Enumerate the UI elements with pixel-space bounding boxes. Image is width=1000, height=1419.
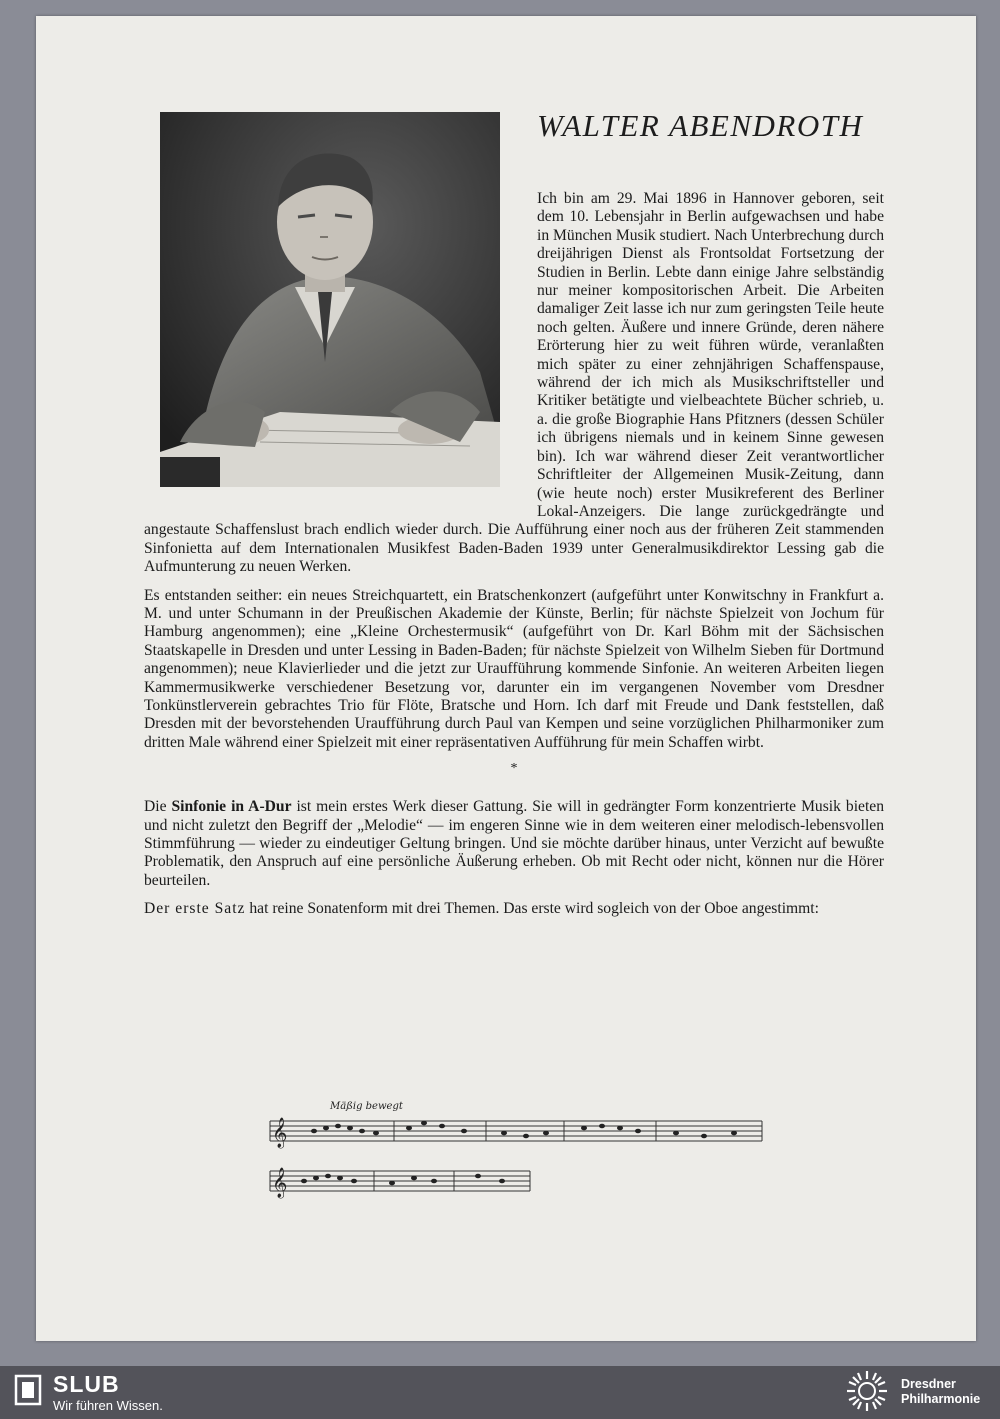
works-paragraph: Es entstanden seither: ein neues Streichquartett, ein Bratschenkonzert (aufgeführt unter Konwitschny in Frankfurt a. M. und unter Schumann in der Preußischen Akademie der Künste, Berlin; für nächste Spielzeit von Jochum für Hamburg angenommen); eine „Kleine Orchestermusik“ (aufgeführt von Dr. Karl Böhm mit der Sächsischen Staatskapelle in Dresden und unter Lessing in Baden-Baden; für nächste Spielzeit von Wilhelm Sieben für Dortmund angenommen); neue Klavierlieder und die jetzt zur Uraufführung kommende Sinfonie. An weiteren Arbeiten liegen Kammermusikwerke verschiedener Besetzung vor, darunter ein im vergangenen November vom Dresdner Tonkünstlerverein gebrachtes Trio für Flöte, Bratsche und Horn. Ich darf mit Freude und Dank feststellen, daß Dresden mit der bevorstehenden Uraufführung durch Paul van Kempen und seine vorzüglichen Philharmoniker zum dritten Male während einer Spielzeit mit einer repräsentativen Aufführung für mein Schaffen wirbt. (144, 586, 884, 751)
dresdner-philharmonie-logo-icon[interactable] (845, 1369, 889, 1413)
first-movement-paragraph (144, 900, 884, 918)
article-body (144, 190, 884, 929)
music-example (264, 1095, 764, 1205)
staff-1 (270, 1121, 762, 1141)
slub-logo-icon[interactable] (14, 1374, 42, 1406)
svg-text:𝄞: 𝄞 (272, 1118, 288, 1148)
photo-wrap-spacer (144, 190, 537, 508)
footer-bar (0, 1366, 1000, 1419)
symphony-text: ist mein erstes Werk dieser Gattung. Sie will in gedrängter Form konzentrierte Musik bieten und nicht zuletzt den Begriff der „Melodie“ — im engeren Sinne wie in dem weiteren einer melodisch-lebensvollen Stimmführung — wieder zu eindeutiger Geltung bringen. Und sie möchte darüber hinaus, unter Verzicht auf bewußte Problematik, den Anspruch auf eine persönliche Äußerung erheben. Ob mit Recht oder nicht, können nur die Hörer beurteilen. (144, 798, 884, 889)
first-movement-label: Der erste Satz (144, 900, 246, 918)
partner-name-line2: Philharmonie (901, 1392, 981, 1406)
music-staff-image (264, 1095, 764, 1205)
library-tagline: Wir führen Wissen. (53, 1398, 163, 1413)
library-name[interactable]: SLUB (53, 1371, 120, 1397)
symphony-paragraph (144, 798, 884, 890)
biography-paragraph: Ich bin am 29. Mai 1896 in Hannover geboren, seit dem 10. Lebensjahr in Berlin aufgewachsen und habe in München Musik studiert. Nach Unterbrechung durch dreijährigen Dienst als Frontsoldat Fortsetzung der Studien in Berlin. Lebte dann einige Jahre selbständig nur meiner kompositorischen Arbeit. Die Arbeiten damaliger Zeit lasse ich nur zum geringsten Teile heute noch gelten. Äußere und innere Gründe, deren nähere Erörterung hier zu weit führen würde, veranlaßten mich später zu einer zehnjährigen Schaffenspause, während der ich mich als Musikschriftsteller und Kritiker betätigte und vielbeachtete Bücher schrieb, u. a. die große Biographie Hans Pfitzners (dessen Schüler ich übrigens niemals und in keinem Sinne gewesen bin). Ich war während dieser Zeit verantwortlicher Schriftleiter der Allgemeinen Musik-Zeitung, dann (wie heute noch) erster Musikreferent des Berliner Lokal-Anzeigers. Die lange zurückgedrängte und angestaute Schaffenslust brach endlich wieder durch. Die Aufführung einer noch aus der früheren Zeit stammenden Sinfonietta auf dem Internationalen Musikfest Baden-Baden 1939 unter Generalmusikdirektor Lessing gab die Aufmunterung zu neuen Werken. (144, 190, 884, 576)
symphony-lead-text: Die (144, 798, 172, 816)
section-separator: * (510, 761, 518, 777)
symphony-title: Sinfonie in A-Dur (171, 798, 292, 816)
staff-2 (270, 1171, 530, 1191)
music-tempo-marking: Mäßig bewegt (330, 1101, 403, 1112)
first-movement-text: hat reine Sonatenform mit drei Themen. Das erste wird sogleich von der Oboe angestimmt: (245, 900, 819, 918)
svg-text:𝄞: 𝄞 (272, 1168, 288, 1198)
partner-name-line1: Dresdner (901, 1377, 956, 1391)
music-notes (272, 1117, 737, 1199)
page-title: WALTER ABENDROTH (537, 108, 864, 143)
